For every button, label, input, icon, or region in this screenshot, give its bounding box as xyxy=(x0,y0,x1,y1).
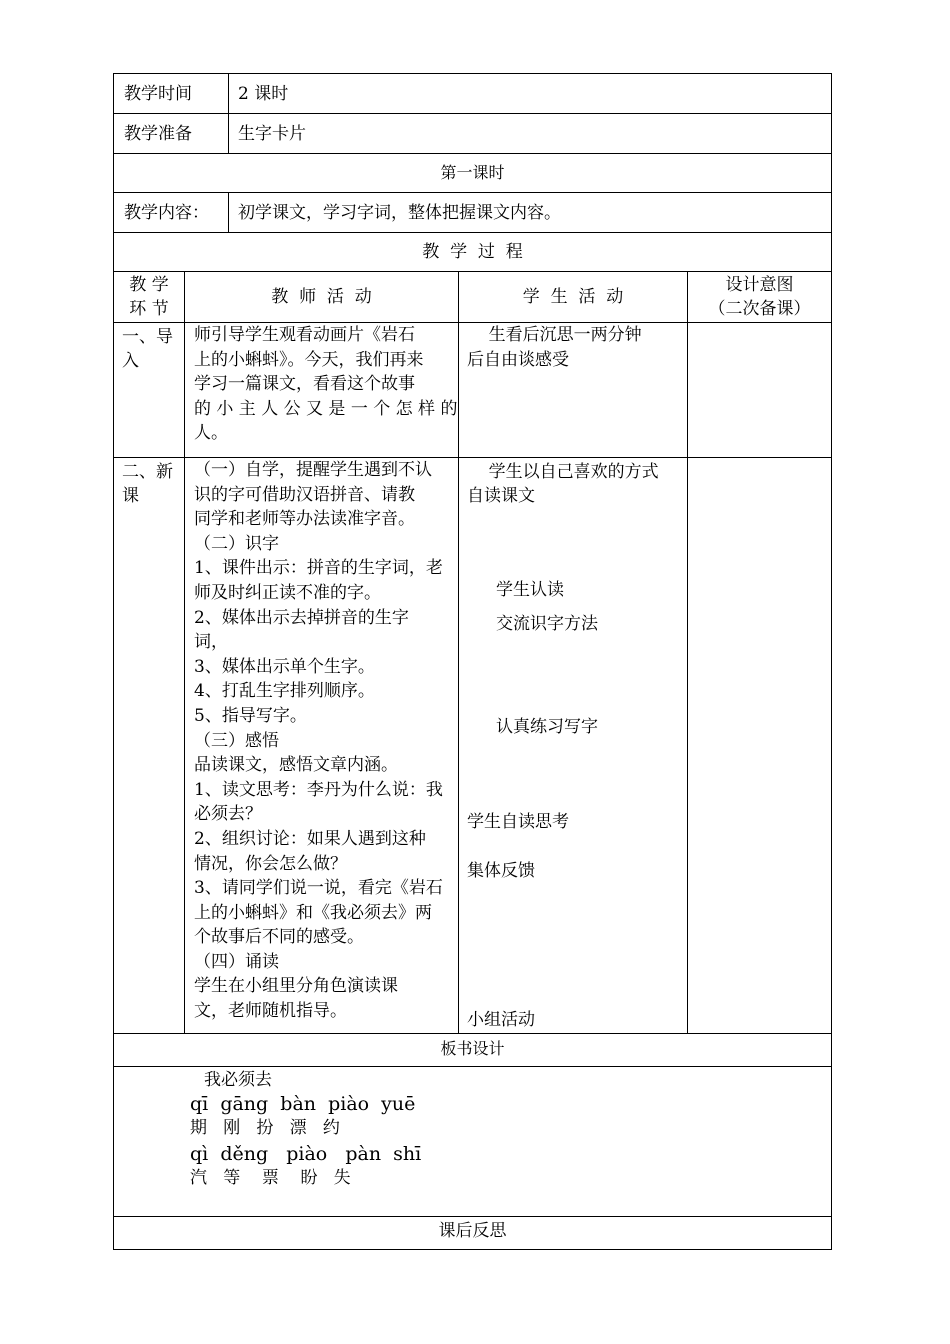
row2-teacher-line: （三）感悟 xyxy=(194,730,279,751)
lesson-title: 第一课时 xyxy=(440,163,505,182)
row2-teacher-activity xyxy=(194,458,443,1024)
row2-teacher-line: 5、指导写字。 xyxy=(194,705,307,726)
row1-teacher-activity xyxy=(194,323,457,446)
row2-teacher-line: 必须去？ xyxy=(194,804,262,825)
board-chars-row1: 期 刚 扮 漂 约 xyxy=(190,1118,340,1138)
row1-teacher-line: 师引导学生观看动画片《岩石 xyxy=(194,325,415,345)
content-value: 初学课文，学习字词，整体把握课文内容。 xyxy=(238,203,561,223)
row2-student-e: 学生自读思考 xyxy=(467,812,569,832)
row2-teacher-line: 同学和老师等办法读准字音。 xyxy=(194,509,415,530)
row2-student-a-line1: 学生以自己喜欢的方式 xyxy=(467,462,659,482)
board-chars-row2: 汽 等 票 盼 失 xyxy=(190,1168,351,1188)
row2-stage-line1: 二、新 xyxy=(122,462,173,482)
row1-teacher-line: 学习一篇课文，看看这个故事 xyxy=(194,374,415,395)
row1-teacher-line: 上的小蝌蚪》。今天，我们再来 xyxy=(194,349,424,370)
prep-value: 生字卡片 xyxy=(238,124,306,144)
row1-stage-line2: 入 xyxy=(122,351,139,371)
row2-teacher-line: 1、读文思考：李丹为什么说：我 xyxy=(194,779,443,800)
row2-teacher-line: 4、打乱生字排列顺序。 xyxy=(194,681,375,702)
col-stage-line2: 环 节 xyxy=(129,299,169,319)
row2-student-d: 认真练习写字 xyxy=(496,717,598,737)
row2-teacher-line: 情况，你会怎么做？ xyxy=(194,853,347,874)
row2-teacher-line: 上的小蝌蚪》和《我必须去》两 xyxy=(194,902,432,923)
col-teacher: 教 师 活 动 xyxy=(271,287,372,307)
row1-stage-line1: 一、导 xyxy=(122,327,173,347)
row2-student-f: 集体反馈 xyxy=(467,861,535,881)
row2-teacher-line: 识的字可借助汉语拼音、请教 xyxy=(194,484,415,505)
row2-student-a-line2: 自读课文 xyxy=(467,486,535,506)
row1-student-activity xyxy=(467,323,642,372)
row1-teacher-line: 的 小 主 人 公 又 是 一 个 怎 样 的 xyxy=(194,398,458,419)
row2-student-c: 交流识字方法 xyxy=(496,614,598,634)
col-design-line1: 设计意图 xyxy=(725,275,794,295)
row2-stage-line2: 课 xyxy=(122,486,139,506)
row2-teacher-line: （四）诵读 xyxy=(194,951,279,972)
time-label: 教学时间 xyxy=(124,84,192,104)
time-value: 2 课时 xyxy=(238,84,289,104)
row2-teacher-line: （一）自学，提醒学生遇到不认 xyxy=(194,460,432,480)
col-stage-line1: 教 学 xyxy=(129,275,169,295)
row2-teacher-line: 2、组织讨论：如果人遇到这种 xyxy=(194,828,426,849)
row2-teacher-line: 学生在小组里分角色演读课 xyxy=(194,976,398,997)
row1-teacher-line: 人。 xyxy=(194,423,228,444)
row2-teacher-line: 1、课件出示：拼音的生字词，老 xyxy=(194,558,443,579)
content-label: 教学内容： xyxy=(124,203,209,223)
board-title: 我必须去 xyxy=(204,1070,272,1090)
board-pinyin-row1: qī gāng bàn piào yuē xyxy=(190,1093,416,1115)
col-student: 学 生 活 动 xyxy=(522,287,624,307)
row2-teacher-line: 3、请同学们说一说，看完《岩石 xyxy=(194,878,443,899)
prep-label: 教学准备 xyxy=(124,124,192,144)
row2-teacher-line: （二）识字 xyxy=(194,533,279,554)
row2-teacher-line: 个故事后不同的感受。 xyxy=(194,927,364,948)
row2-teacher-line: 2、媒体出示去掉拼音的生字 xyxy=(194,607,409,628)
row2-teacher-line: 3、媒体出示单个生字。 xyxy=(194,656,375,677)
row1-student-line: 生看后沉思一两分钟 xyxy=(467,325,642,345)
row2-student-b: 学生认读 xyxy=(496,580,564,600)
reflection-label: 课后反思 xyxy=(438,1221,507,1241)
row2-student-g: 小组活动 xyxy=(467,1010,535,1030)
board-pinyin-row2: qì děng piào pàn shī xyxy=(190,1143,422,1165)
row2-teacher-line: 词， xyxy=(194,632,228,653)
row1-student-line: 后自由谈感受 xyxy=(467,349,569,370)
row2-teacher-line: 师及时纠正读不准的字。 xyxy=(194,582,381,603)
row2-teacher-line: 品读课文，感悟文章内涵。 xyxy=(194,755,398,776)
row2-teacher-line: 文，老师随机指导。 xyxy=(194,1001,347,1022)
process-title: 教 学 过 程 xyxy=(422,242,523,262)
board-design-label: 板书设计 xyxy=(440,1039,505,1058)
col-design-line2: （二次备课） xyxy=(708,299,811,319)
